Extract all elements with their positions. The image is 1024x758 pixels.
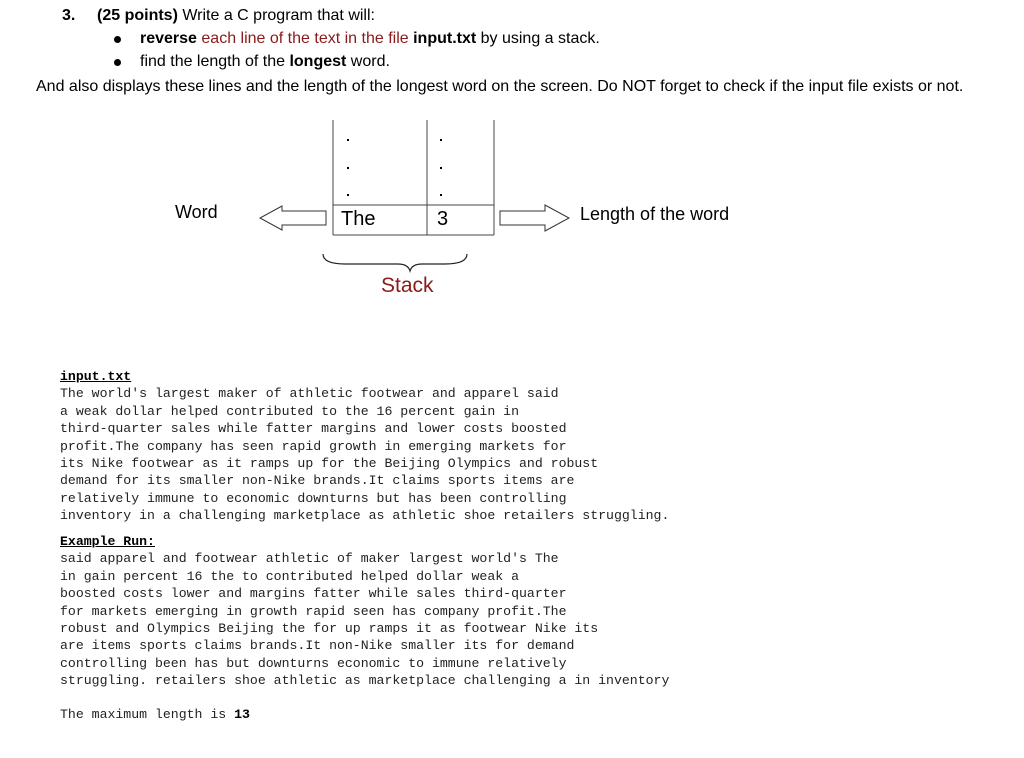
example-line: for markets emerging in growth rapid seen has company profit.The	[60, 603, 567, 619]
example-line: boosted costs lower and margins fatter while sales third-quarter	[60, 586, 567, 602]
ellipsis-dot	[347, 167, 349, 169]
bullet-part: by using a stack.	[476, 30, 600, 47]
input-line: third-quarter sales while fatter margins and lower costs boosted	[60, 421, 567, 437]
stack-cell-word: The	[341, 208, 376, 230]
bullet-part: input.txt	[413, 30, 477, 47]
bullet-part: find the length of the	[140, 53, 290, 70]
input-line: a weak dollar helped contributed to the 16 percent gain in	[60, 403, 519, 419]
max-length-line	[60, 706, 250, 723]
input-line: its Nike footwear as it ramps up for the Beijing Olympics and robust	[60, 456, 599, 472]
max-length-prefix: The maximum length is	[60, 707, 235, 722]
ellipsis-dot	[440, 139, 442, 141]
input-text-block	[60, 385, 669, 524]
ellipsis-dot	[347, 194, 349, 196]
bullet-part: word.	[346, 53, 390, 70]
ellipsis-dot	[347, 139, 349, 141]
input-line: profit.The company has seen rapid growth in emerging markets for	[60, 438, 567, 454]
max-length-value: 13	[234, 707, 250, 722]
input-line: inventory in a challenging marketplace as athletic shoe retailers struggling.	[60, 508, 670, 524]
bullet-part: longest	[289, 53, 347, 70]
question-points: (25 points)	[97, 7, 178, 24]
left-arrow-icon	[260, 206, 326, 230]
example-text-block	[60, 550, 669, 689]
ellipsis-dot	[440, 194, 442, 196]
input-line: demand for its smaller non-Nike brands.It claims sports items are	[60, 473, 575, 489]
question-intro: Write a C program that will:	[177, 7, 375, 24]
stack-label: Stack	[381, 274, 434, 297]
example-line: robust and Olympics Beijing the for up ramps it as footwear Nike its	[60, 621, 599, 637]
word-label: Word	[175, 202, 218, 222]
input-line: The world's largest maker of athletic footwear and apparel said	[60, 386, 559, 402]
length-label: Length of the word	[580, 204, 730, 224]
instruction-paragraph: And also displays these lines and the length of the longest word on the screen. Do NOT forget to check if the input file exists or not.	[36, 78, 964, 95]
question-number: 3.	[62, 7, 76, 24]
input-line: relatively immune to economic downturns but has been controlling	[60, 490, 567, 506]
bullet-part: each line of the text in the file	[196, 30, 414, 47]
example-line: are items sports claims brands.It non-Nike smaller its for demand	[60, 638, 575, 654]
bullet-part: reverse	[140, 30, 197, 47]
example-line: controlling been has but downturns economic to immune relatively	[60, 655, 567, 671]
stack-brace	[323, 254, 467, 271]
stack-cell-length: 3	[437, 208, 449, 230]
example-title: Example Run:	[60, 534, 155, 549]
stack-diagram	[0, 0, 1024, 320]
example-line: said apparel and footwear athletic of maker largest world's The	[60, 551, 559, 567]
ellipsis-dot	[440, 167, 442, 169]
example-line: in gain percent 16 the to contributed helped dollar weak a	[60, 568, 519, 584]
example-line: struggling. retailers shoe athletic as marketplace challenging a in inventory	[60, 673, 670, 689]
input-title: input.txt	[60, 369, 132, 384]
right-arrow-icon	[500, 205, 569, 231]
